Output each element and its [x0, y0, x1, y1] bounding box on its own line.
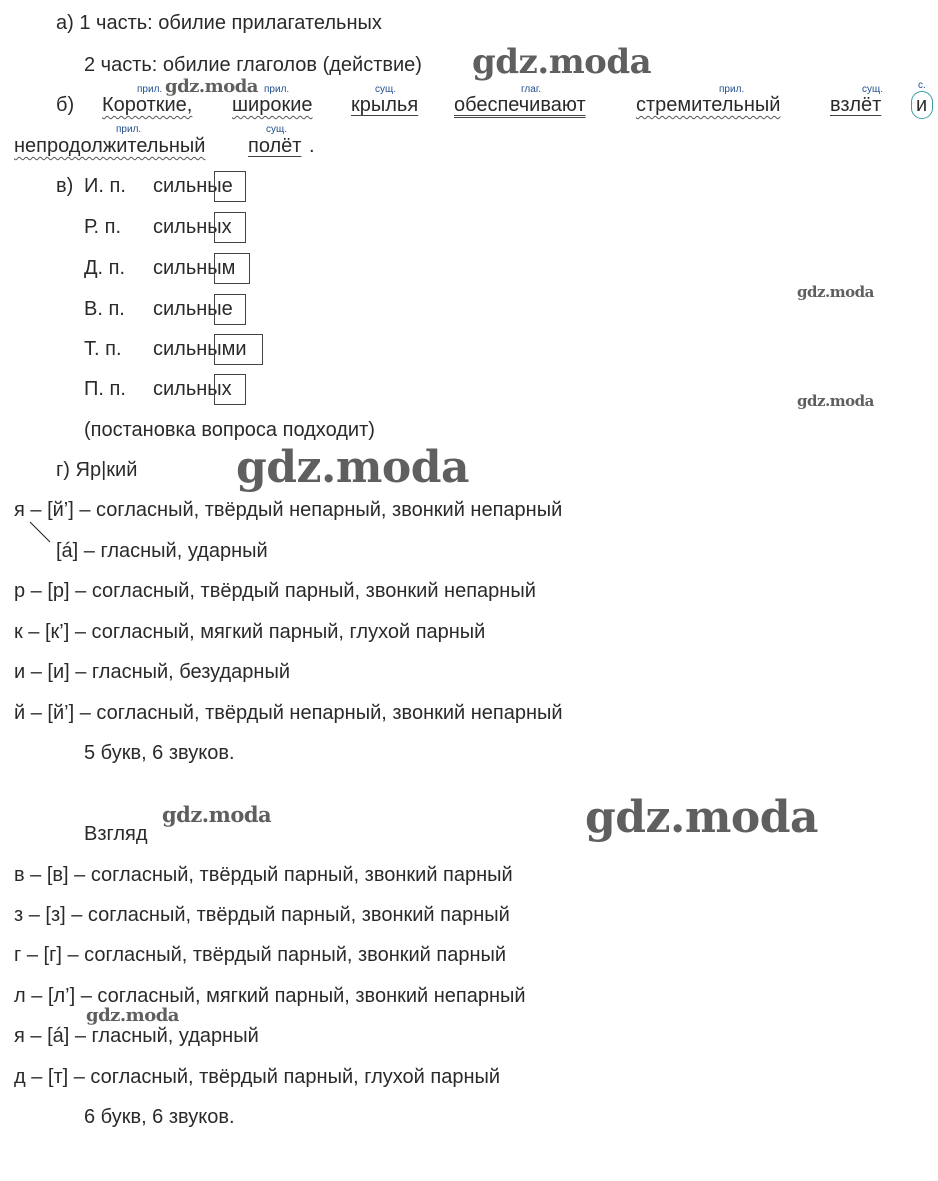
word-stremitelnyy: стремительный [636, 94, 781, 116]
watermark: gdz.moda [165, 76, 258, 97]
word-korotkie: Короткие, [102, 94, 193, 116]
pos-label: прил. [264, 84, 290, 95]
watermark: gdz.moda [236, 442, 470, 493]
pos-label: прил. [719, 84, 745, 95]
part-b-label: б) [56, 94, 75, 116]
word-neprodolzhitelnyy: непродолжительный [14, 135, 206, 157]
pos-label: прил. [116, 124, 142, 135]
word-ending: ных [196, 378, 232, 400]
phonetic-line: г – [г] – согласный, твёрдый парный, звонкий парный [14, 944, 507, 966]
word-krylya: крылья [351, 94, 419, 116]
part-v-note: (постановка вопроса подходит) [84, 419, 375, 441]
pos-label: глаг. [521, 84, 542, 95]
case-label: Д. п. [84, 257, 126, 279]
word-ending: ных [196, 216, 232, 238]
phonetic-line: я – [й’] – согласный, твёрдый непарный, звонкий непарный [14, 499, 563, 521]
ending-box [214, 253, 250, 284]
ending-box [214, 212, 246, 243]
word-ending: ными [196, 338, 247, 360]
word-stem: силь [153, 338, 197, 360]
case-label: И. п. [84, 175, 126, 197]
word-shirokie: широкие [232, 94, 313, 116]
watermark: gdz.moda [585, 792, 819, 843]
pos-label: сущ. [375, 84, 397, 95]
phonetic-line: к – [к’] – согласный, мягкий парный, глухой парный [14, 621, 486, 643]
watermark: gdz.moda [86, 1005, 179, 1026]
word-stem: силь [153, 378, 197, 400]
phonetic-line: [á] – гласный, ударный [56, 540, 268, 562]
word-stem: силь [153, 216, 197, 238]
pos-label: прил. [137, 84, 163, 95]
sentence-period: . [309, 135, 315, 157]
phonetic-line: д – [т] – согласный, твёрдый парный, глухой парный [14, 1066, 501, 1088]
part-g-summary: 5 букв, 6 звуков. [84, 742, 235, 764]
phonetic-line: й – [й’] – согласный, твёрдый непарный, звонкий непарный [14, 702, 563, 724]
part-a-line1: а) 1 часть: обилие прилагательных [56, 12, 382, 34]
word-ending: ные [196, 175, 233, 197]
phonetic-line: я – [á] – гласный, ударный [14, 1025, 259, 1047]
branch-line [26, 518, 54, 546]
phonetic-line: р – [р] – согласный, твёрдый парный, звонкий непарный [14, 580, 536, 602]
watermark: gdz.moda [797, 283, 874, 301]
watermark: gdz.moda [797, 392, 874, 410]
ending-box [214, 374, 246, 405]
case-label: Т. п. [84, 338, 122, 360]
ending-box [214, 294, 246, 325]
pos-label: сущ. [862, 84, 884, 95]
part-g-label: г) Яр|кий [56, 459, 138, 481]
case-label: Р. п. [84, 216, 122, 238]
word-ending: ным [196, 257, 236, 279]
watermark: gdz.moda [162, 802, 272, 827]
phonetic-line: л – [л’] – согласный, мягкий парный, звонкий непарный [14, 985, 526, 1007]
ending-box [214, 334, 263, 365]
watermark: gdz.moda [472, 42, 652, 82]
part-a-line2: 2 часть: обилие глаголов (действие) [84, 54, 422, 76]
word-stem: силь [153, 175, 197, 197]
case-label: В. п. [84, 298, 125, 320]
word-stem: силь [153, 257, 197, 279]
word-polet: полёт [248, 135, 302, 157]
phonetic-line: з – [з] – согласный, твёрдый парный, звонкий парный [14, 904, 510, 926]
vzglyad-summary: 6 букв, 6 звуков. [84, 1106, 235, 1128]
case-label: П. п. [84, 378, 126, 400]
ending-box [214, 171, 246, 202]
word-vzlet: взлёт [830, 94, 882, 116]
pos-label: с. [918, 80, 926, 91]
phonetic-line: и – [и] – гласный, безударный [14, 661, 290, 683]
word-stem: силь [153, 298, 197, 320]
part-v-label: в) [56, 175, 74, 197]
phonetic-line: в – [в] – согласный, твёрдый парный, звонкий парный [14, 864, 513, 886]
vzglyad-word: Взгляд [84, 823, 148, 845]
word-ending: ные [196, 298, 233, 320]
word-obespechivayut: обеспечивают [454, 94, 586, 116]
word-i: и [916, 94, 928, 116]
pos-label: сущ. [266, 124, 288, 135]
